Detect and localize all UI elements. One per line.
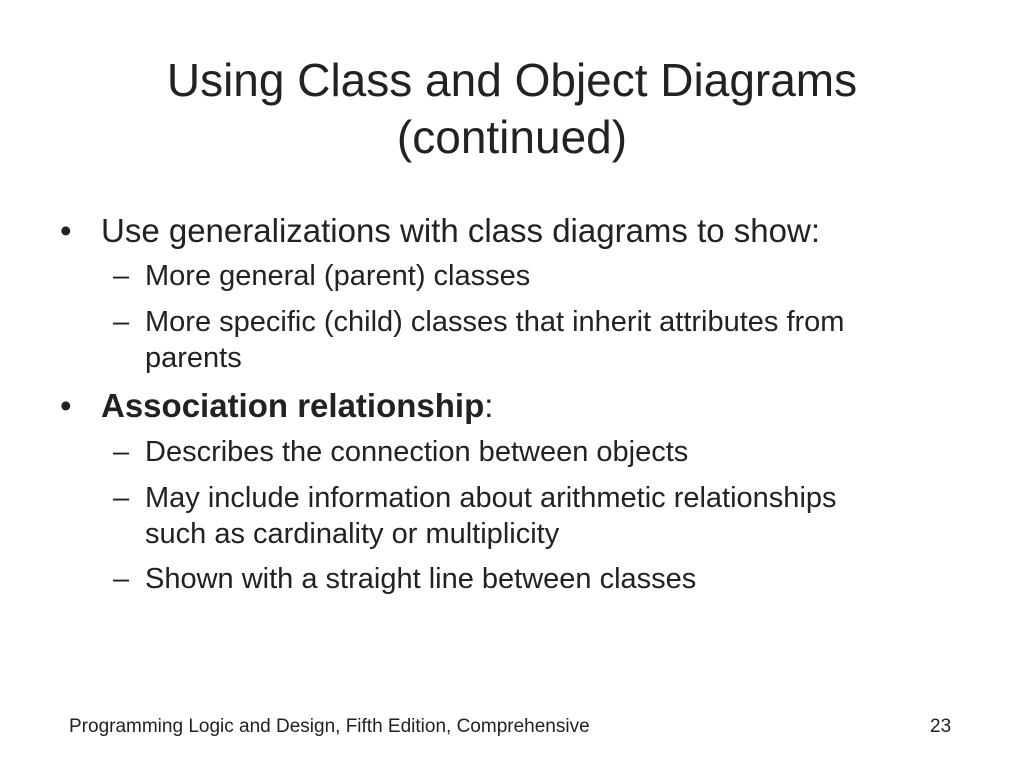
bullet-text [101, 386, 493, 426]
dash-marker: – [113, 563, 130, 595]
dash-marker: – [113, 260, 130, 292]
dash-marker: – [113, 482, 130, 514]
dash-marker: – [113, 436, 130, 468]
slide-title-line2: (continued) [396, 111, 628, 163]
sub-bullet-text: such as cardinality or multiplicity [145, 518, 560, 550]
bullet-text: Use generalizations with class diagrams to show: [101, 212, 820, 249]
slide-title [0, 52, 1024, 166]
footer-page-number: 23 [930, 716, 952, 737]
bullet-marker: • [60, 387, 72, 424]
bullet-marker: • [60, 212, 72, 249]
sub-bullet-text: More specific (child) classes that inherit attributes from [145, 306, 845, 338]
dash-marker: – [113, 306, 130, 338]
bullet-bold-text: Association relationship [101, 387, 485, 424]
bullet-suffix: : [484, 387, 494, 424]
footer-book-title: Programming Logic and Design, Fifth Edition, Comprehensive [69, 716, 590, 737]
sub-bullet-text: parents [145, 342, 242, 374]
sub-bullet-text: Shown with a straight line between classes [145, 563, 697, 595]
slide-title-line1: Using Class and Object Diagrams [166, 54, 858, 106]
sub-bullet-text: Describes the connection between objects [145, 436, 689, 468]
sub-bullet-text: May include information about arithmetic relationships [145, 482, 837, 514]
sub-bullet-text: More general (parent) classes [145, 260, 531, 292]
